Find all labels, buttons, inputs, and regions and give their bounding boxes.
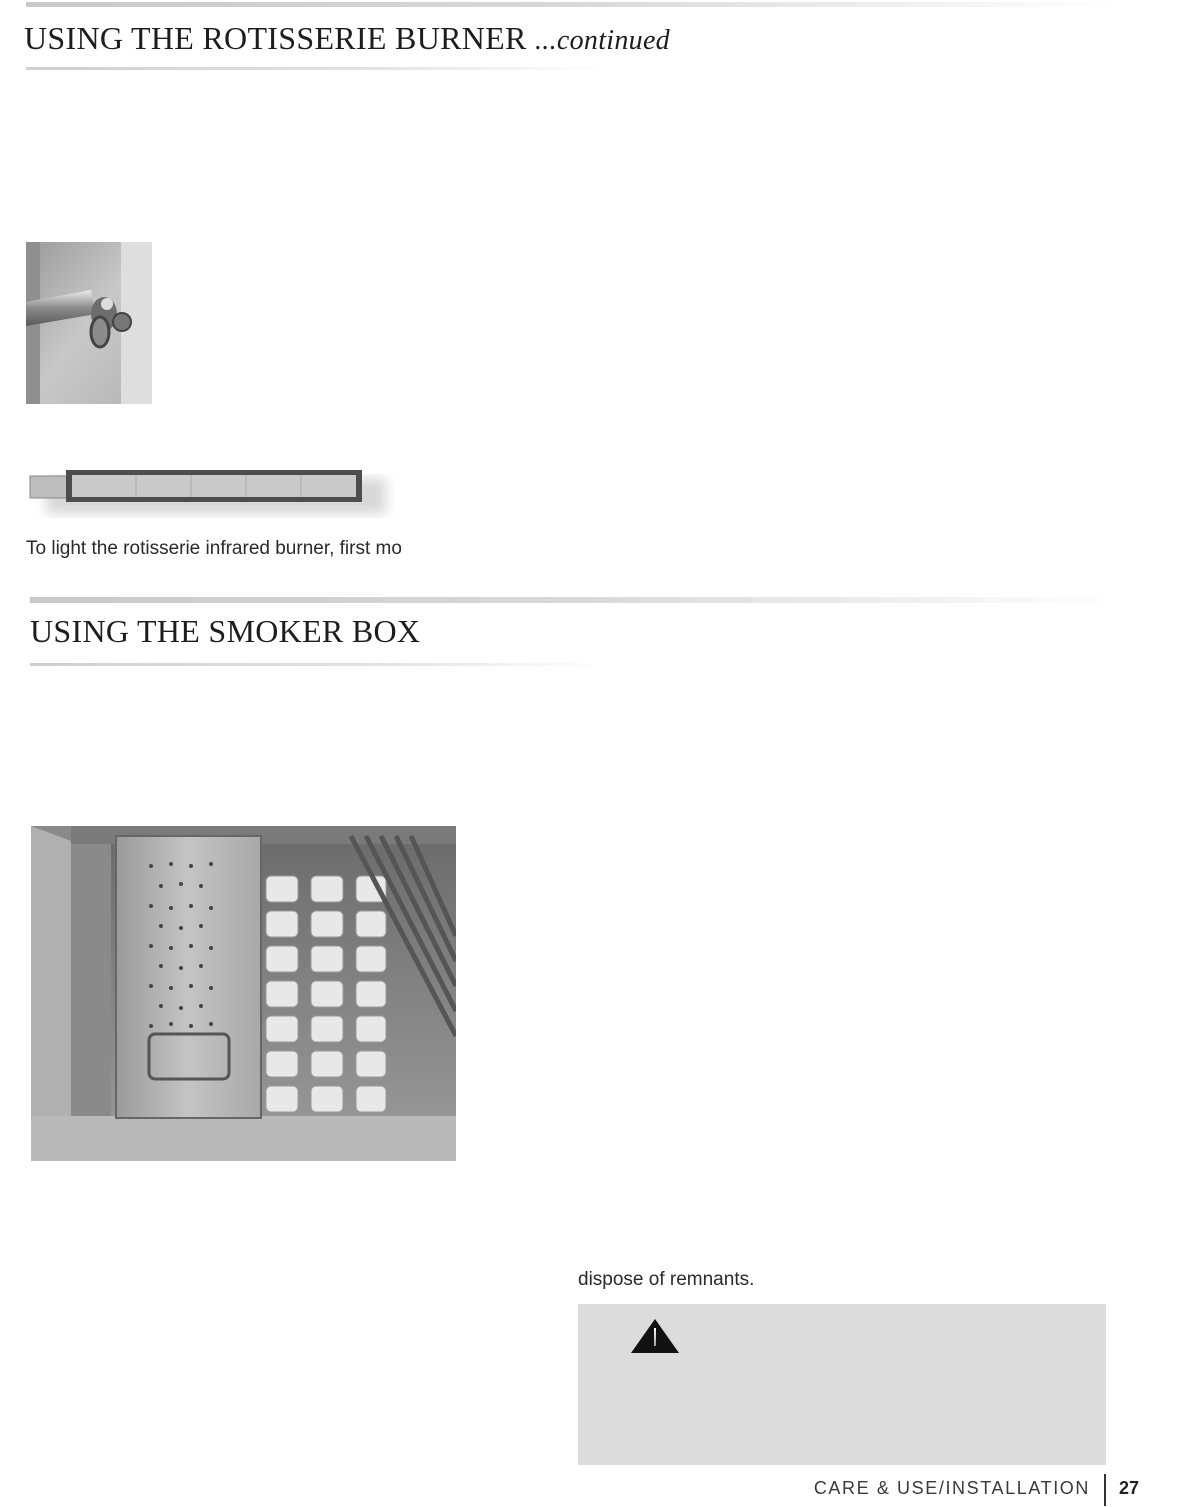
rotisserie-bracket-photo — [26, 242, 152, 404]
footer-divider — [1104, 1474, 1106, 1506]
section-top-rule — [30, 597, 1120, 603]
warning-panel — [578, 1304, 1106, 1465]
section-title-continued: ...continued — [534, 25, 670, 56]
rotisserie-instructions-text: To light the rotisserie infrared burner, first mo — [26, 538, 402, 559]
page-number: 27 — [1119, 1478, 1140, 1498]
footer-section-label: CARE & USE/INSTALLATION — [813, 1478, 1090, 1498]
section-title-rotisserie — [24, 20, 670, 57]
section-title-underline — [26, 67, 606, 70]
smoker-box-instructions-text: dispose of remnants. — [578, 1269, 755, 1290]
section-title-smoker-box: USING THE SMOKER BOX — [30, 613, 421, 649]
smoker-box-photo — [31, 826, 456, 1161]
section-title-text: USING THE ROTISSERIE BURNER — [24, 20, 527, 56]
section-top-rule — [26, 2, 1116, 7]
section-title-underline — [30, 663, 610, 666]
infrared-burner-photo — [26, 464, 396, 524]
warning-triangle-icon — [630, 1318, 680, 1354]
